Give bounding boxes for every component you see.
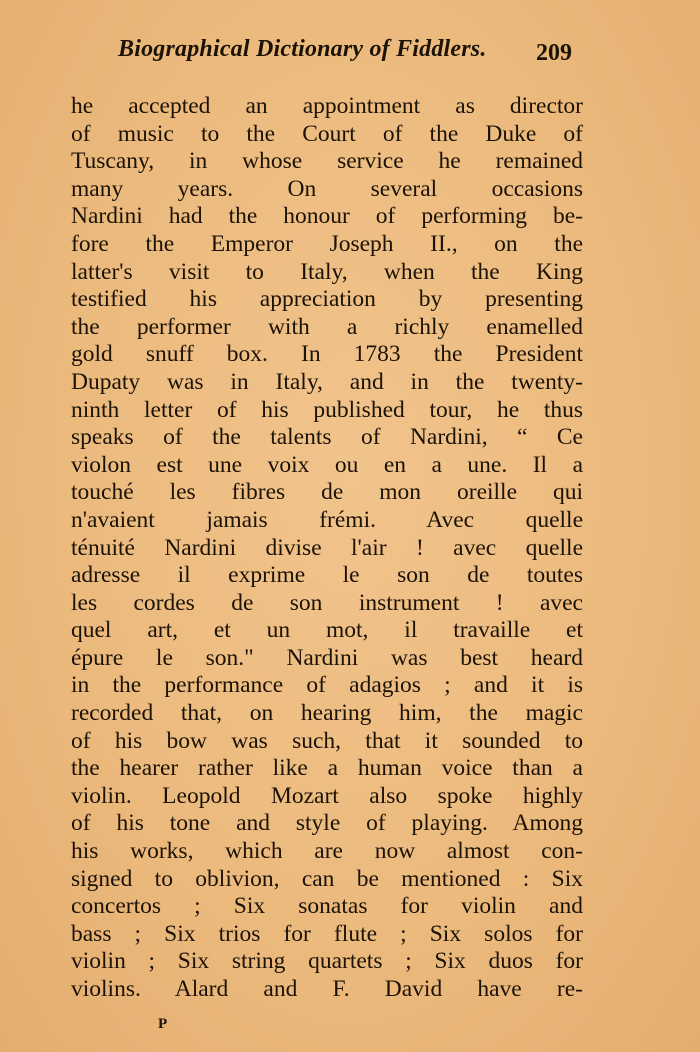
text-line: violon est une voix ou en a une. Il a (71, 451, 583, 478)
text-line: the hearer rather like a human voice than a (71, 755, 583, 782)
text-line: Tuscany, in whose service he remained (71, 148, 583, 175)
text-line: of music to the Court of the Duke of (71, 120, 583, 147)
text-line: Dupaty was in Italy, and in the twenty- (71, 368, 583, 395)
text-line: latter's visit to Italy, when the King (71, 258, 583, 285)
page-number: 209 (536, 40, 572, 66)
text-line: many years. On several occasions (71, 175, 583, 202)
text-line: gold snuff box. In 1783 the President (71, 341, 583, 368)
text-line: he accepted an appointment as director (71, 93, 583, 119)
text-line: quel art, et un mot, il travaille et (71, 617, 583, 644)
text-line: fore the Emperor Joseph II., on the (71, 230, 583, 257)
text-line: of his tone and style of playing. Among (71, 810, 583, 837)
text-line: violin. Leopold Mozart also spoke highly (71, 782, 583, 809)
text-line: violins. Alard and F. David have re- (71, 976, 583, 1002)
text-line: recorded that, on hearing him, the magic (71, 700, 583, 727)
signature-mark: P (158, 1016, 168, 1032)
text-line: adresse il exprime le son de toutes (71, 562, 583, 589)
text-line: touché les fibres de mon oreille qui (71, 479, 583, 506)
text-line: in the performance of adagios ; and it is (71, 672, 583, 699)
text-line: les cordes de son instrument ! avec (71, 589, 583, 616)
text-line: signed to oblivion, can be mentioned : Six (71, 865, 583, 892)
body-text (71, 93, 583, 1004)
text-line: concertos ; Six sonatas for violin and (71, 893, 583, 920)
text-line: ninth letter of his published tour, he thus (71, 396, 583, 423)
text-line: violin ; Six string quartets ; Six duos for (71, 948, 583, 975)
text-line: n'avaient jamais frémi. Avec quelle (71, 506, 583, 533)
text-line: Nardini had the honour of performing be- (71, 203, 583, 230)
text-line: ténuité Nardini divise l'air ! avec quelle (71, 534, 583, 561)
text-line: of his bow was such, that it sounded to (71, 727, 583, 754)
running-head (0, 36, 700, 76)
text-line: speaks of the talents of Nardini, “ Ce (71, 424, 583, 451)
text-line: bass ; Six trios for flute ; Six solos for (71, 920, 583, 947)
running-title: Biographical Dictionary of Fiddlers. (118, 36, 487, 62)
text-line: the performer with a richly enamelled (71, 313, 583, 340)
text-line: his works, which are now almost con- (71, 838, 583, 865)
text-line: testified his appreciation by presenting (71, 286, 583, 313)
text-line: épure le son." Nardini was best heard (71, 644, 583, 671)
